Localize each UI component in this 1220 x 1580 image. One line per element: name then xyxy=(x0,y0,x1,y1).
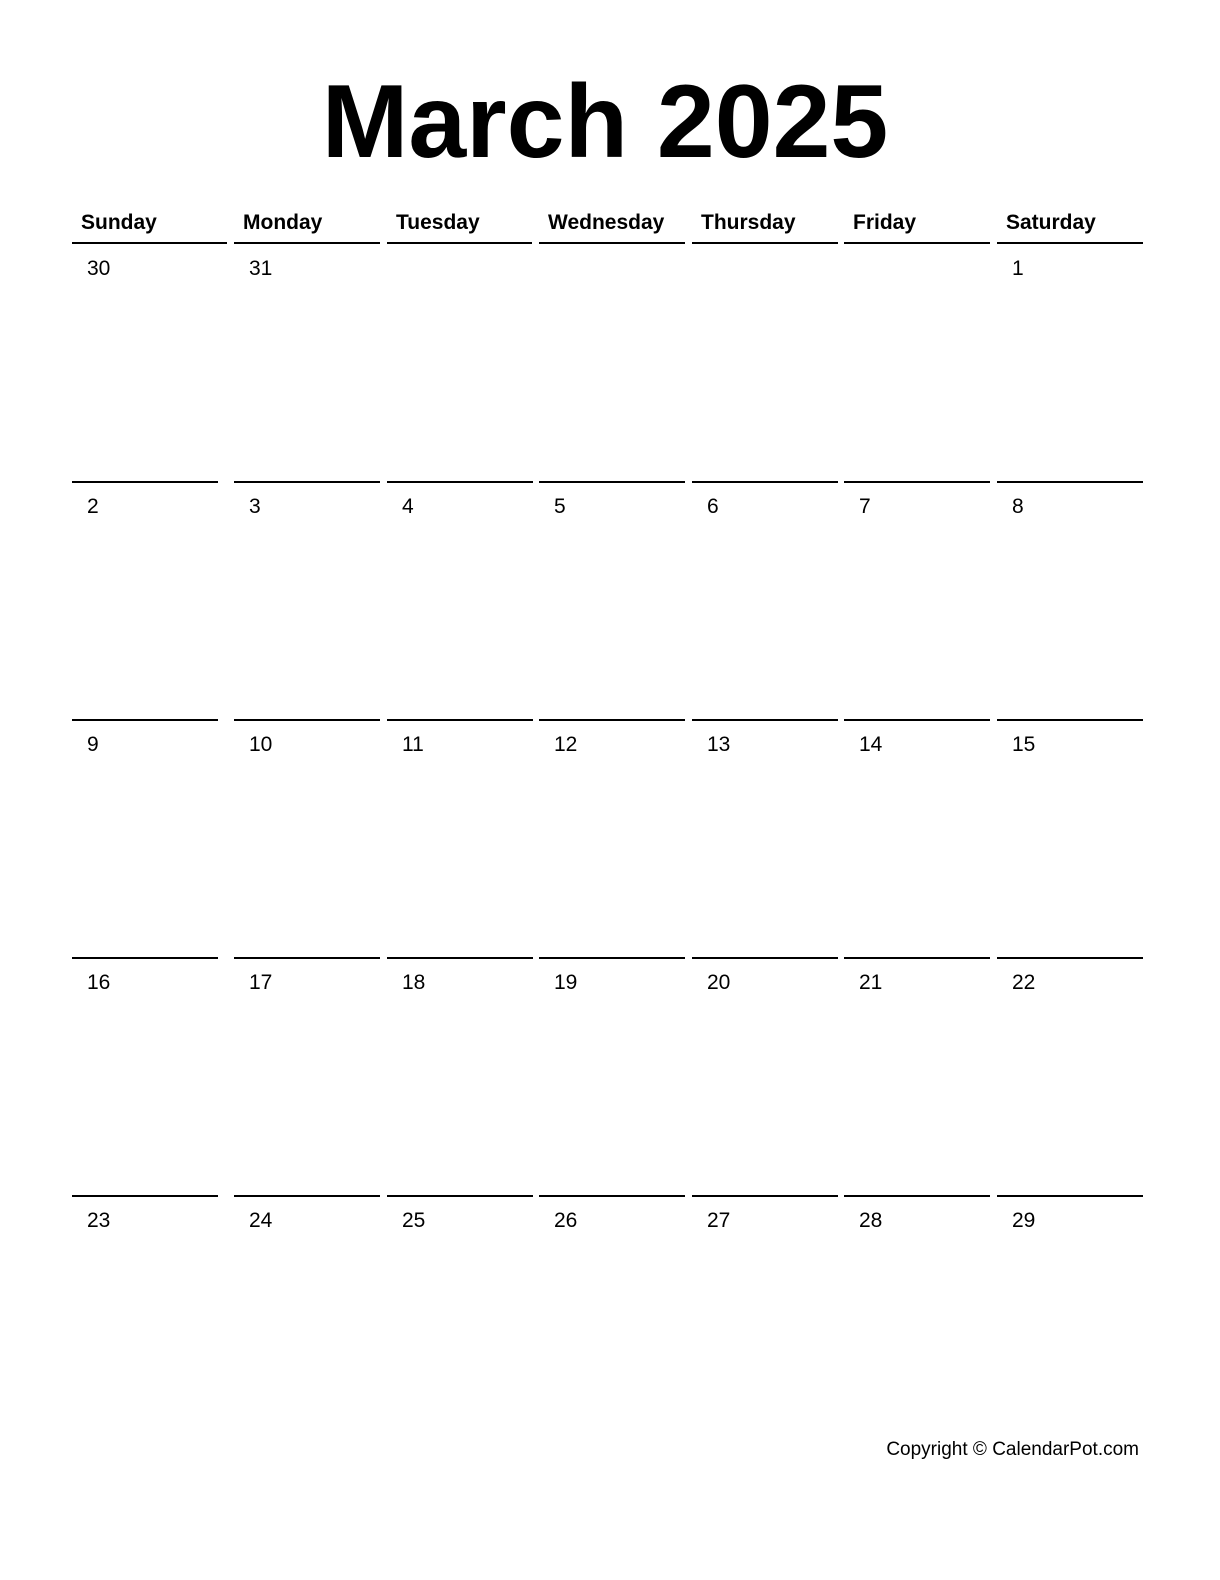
day-cell xyxy=(539,721,685,959)
day-cell xyxy=(234,721,380,959)
day-cell xyxy=(844,245,990,483)
day-number: 31 xyxy=(249,257,273,280)
day-cell xyxy=(692,245,838,483)
day-cell xyxy=(692,721,838,959)
day-cell xyxy=(234,245,380,483)
day-cell xyxy=(692,1197,838,1435)
day-cell xyxy=(844,721,990,959)
day-number: 19 xyxy=(554,971,578,994)
day-cell xyxy=(997,245,1143,483)
day-cell xyxy=(539,959,685,1197)
day-cell xyxy=(844,959,990,1197)
day-number: 16 xyxy=(87,971,111,994)
day-number: 21 xyxy=(859,971,883,994)
day-number: 3 xyxy=(249,495,261,518)
day-number: 20 xyxy=(707,971,731,994)
calendar-title: March 2025 xyxy=(321,64,889,180)
day-number: 22 xyxy=(1012,971,1036,994)
day-cell xyxy=(387,245,533,483)
weekday-header-sunday: Sunday xyxy=(72,208,227,244)
day-number: 6 xyxy=(707,495,719,518)
day-cell xyxy=(387,959,533,1197)
day-number: 12 xyxy=(554,733,578,756)
day-cell xyxy=(997,483,1143,721)
weekday-header-thursday: Thursday xyxy=(692,208,838,244)
day-cell xyxy=(844,483,990,721)
day-number: 7 xyxy=(859,495,871,518)
day-number: 29 xyxy=(1012,1209,1036,1232)
day-number: 26 xyxy=(554,1209,578,1232)
day-cell xyxy=(997,721,1143,959)
day-number: 11 xyxy=(402,733,424,756)
day-cell xyxy=(692,959,838,1197)
day-number: 28 xyxy=(859,1209,883,1232)
weekday-header-monday: Monday xyxy=(234,208,380,244)
day-number: 24 xyxy=(249,1209,273,1232)
day-cell xyxy=(72,483,218,721)
day-number: 25 xyxy=(402,1209,426,1232)
day-cell xyxy=(387,721,533,959)
day-number: 30 xyxy=(87,257,111,280)
day-number: 27 xyxy=(707,1209,731,1232)
day-number: 8 xyxy=(1012,495,1024,518)
day-cell xyxy=(997,959,1143,1197)
day-cell xyxy=(72,245,218,483)
day-number: 2 xyxy=(87,495,99,518)
day-cell xyxy=(692,483,838,721)
day-cell xyxy=(997,1197,1143,1435)
day-cell xyxy=(234,1197,380,1435)
day-number: 10 xyxy=(249,733,273,756)
copyright-notice: Copyright © CalendarPot.com xyxy=(886,1439,1139,1460)
day-cell xyxy=(387,1197,533,1435)
day-number: 13 xyxy=(707,733,731,756)
day-cell xyxy=(844,1197,990,1435)
day-number: 5 xyxy=(554,495,566,518)
day-cell xyxy=(539,483,685,721)
day-number: 1 xyxy=(1012,257,1024,280)
day-cell xyxy=(72,959,218,1197)
day-number: 17 xyxy=(249,971,273,994)
day-cell xyxy=(72,721,218,959)
day-number: 18 xyxy=(402,971,426,994)
weekday-header-friday: Friday xyxy=(844,208,990,244)
weekday-header-saturday: Saturday xyxy=(997,208,1143,244)
day-number: 14 xyxy=(859,733,883,756)
day-cell xyxy=(387,483,533,721)
day-cell xyxy=(72,1197,218,1435)
day-number: 9 xyxy=(87,733,99,756)
day-number: 15 xyxy=(1012,733,1036,756)
weekday-header-wednesday: Wednesday xyxy=(539,208,685,244)
day-number: 4 xyxy=(402,495,414,518)
weekday-header-tuesday: Tuesday xyxy=(387,208,532,244)
day-cell xyxy=(234,959,380,1197)
day-cell xyxy=(234,483,380,721)
day-number: 23 xyxy=(87,1209,111,1232)
day-cell xyxy=(539,1197,685,1435)
day-cell xyxy=(539,245,685,483)
